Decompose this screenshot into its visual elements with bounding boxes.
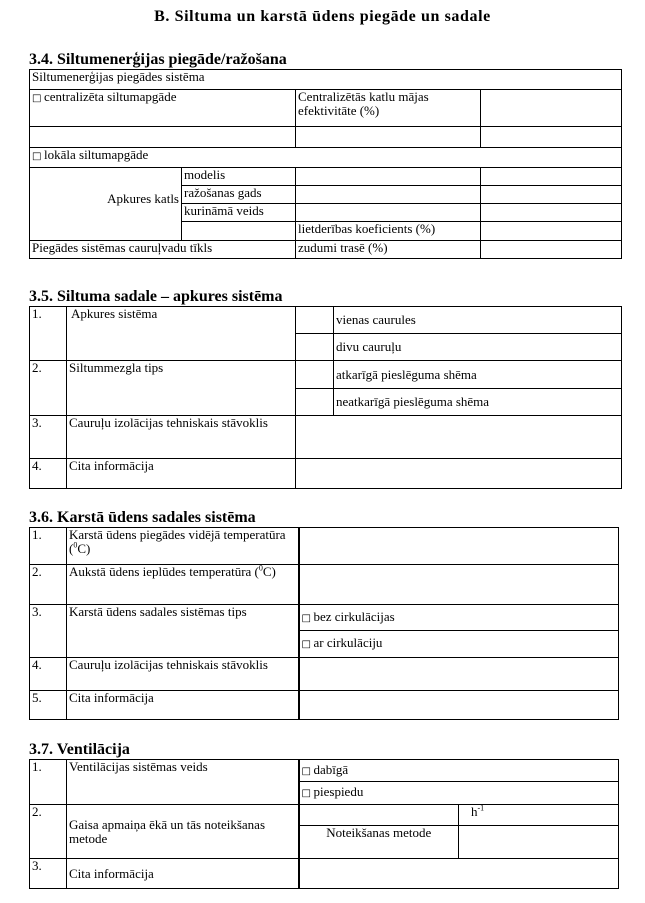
boiler-model-label: modelis — [182, 168, 296, 186]
checkbox-icon: □ — [301, 639, 311, 650]
section-3-4-table — [29, 69, 622, 259]
boiler-year-value[interactable] — [296, 186, 481, 204]
cold-water-temp-value[interactable] — [299, 565, 619, 605]
checkbox-icon: □ — [32, 151, 42, 162]
method-value[interactable] — [459, 826, 619, 859]
air-exchange-value[interactable] — [299, 805, 459, 826]
section-3-6-title: 3.6. Karstā ūdens sadales sistēma — [29, 509, 256, 526]
boiler-label-text: Apkures katls — [107, 191, 179, 206]
method-label: Noteikšanas metode — [299, 826, 459, 859]
centralized-heating-option[interactable]: □ centralizēta siltumapgāde — [30, 90, 296, 127]
checkbox-icon: □ — [32, 93, 42, 104]
vent-other-info-value[interactable] — [299, 859, 619, 889]
section-3-4-title: 3.4. Siltumenerģijas piegāde/ražošana — [29, 51, 287, 68]
blank-cell[interactable] — [296, 127, 481, 148]
table-row-num: 3. — [30, 605, 67, 658]
boiler-efficiency-value[interactable] — [481, 222, 622, 241]
option-forced[interactable]: □ piespiedu — [299, 782, 619, 805]
local-heating-option[interactable]: □ lokāla siltumapgāde — [30, 148, 622, 168]
other-info-label: Cita informācija — [67, 459, 296, 489]
section-3-7-title: 3.7. Ventilācija — [29, 741, 130, 758]
hw-pipe-insulation-label: Cauruļu izolācijas tehniskais stāvoklis — [67, 658, 299, 691]
checkbox-icon: □ — [301, 612, 311, 624]
unit-text: h — [471, 804, 478, 819]
option-independent-scheme: neatkarīgā pieslēguma shēma — [334, 389, 622, 416]
option-natural[interactable]: □ dabīgā — [299, 760, 619, 782]
label-text: Karstā ūdens piegādes vidējā temperatūra ( — [69, 527, 286, 556]
section-3-6-table — [29, 527, 619, 720]
blank-cell[interactable] — [481, 186, 622, 204]
table-row-num: 2. — [30, 565, 67, 605]
blank-cell[interactable] — [481, 127, 622, 148]
table-row-num: 3. — [30, 859, 67, 889]
pipe-insulation-value[interactable] — [296, 416, 622, 459]
unit-superscript: -1 — [477, 804, 485, 813]
table-row-num: 4. — [30, 459, 67, 489]
table-row-num: 1. — [30, 307, 67, 361]
table-row-num: 5. — [30, 691, 67, 720]
hot-water-system-type-label: Karstā ūdens sadales sistēmas tips — [67, 605, 299, 658]
option-checkbox-cell[interactable] — [296, 307, 334, 334]
superscript: 0 — [73, 540, 78, 550]
option-no-circulation[interactable]: □ bez cirkulācijas — [299, 605, 619, 631]
hw-pipe-insulation-value[interactable] — [299, 658, 619, 691]
table-row-num: 4. — [30, 658, 67, 691]
boiler-fuel-label: kurināmā veids — [182, 204, 296, 222]
blank-cell[interactable] — [182, 222, 296, 241]
air-exchange-unit — [459, 805, 619, 826]
table-row-num: 1. — [30, 528, 67, 565]
section-3-5-table — [29, 306, 622, 489]
option-dependent-scheme: atkarīgā pieslēguma shēma — [334, 361, 622, 389]
document-title: B. Siltuma un karstā ūdens piegāde un sadale — [154, 8, 491, 25]
table-row-num: 2. — [30, 361, 67, 416]
boiler-model-value[interactable] — [296, 168, 481, 186]
supply-system-header: Siltumenerģijas piegādes sistēma — [30, 70, 622, 90]
pipe-insulation-label: Cauruļu izolācijas tehniskais stāvoklis — [67, 416, 296, 459]
hw-other-info-label: Cita informācija — [67, 691, 299, 720]
boiler-house-efficiency-value[interactable] — [481, 90, 622, 127]
label-suffix: C) — [77, 541, 91, 556]
table-row-num: 2. — [30, 805, 67, 859]
hot-water-temp-label — [67, 528, 299, 565]
option-single-pipe: vienas caurules — [334, 307, 622, 334]
checkbox-icon: □ — [301, 788, 311, 799]
option-with-circulation[interactable]: □ ar cirkulāciju — [299, 631, 619, 658]
blank-cell[interactable] — [481, 204, 622, 222]
section-3-5-title: 3.5. Siltuma sadale – apkures sistēma — [29, 288, 283, 305]
network-losses-label: zudumi trasē (%) — [296, 241, 481, 259]
section-3-7-table — [29, 759, 619, 889]
label-suffix: C) — [262, 564, 276, 579]
blank-cell[interactable] — [30, 127, 296, 148]
network-losses-value[interactable] — [481, 241, 622, 259]
cold-water-temp-label — [67, 565, 299, 605]
superscript: 0 — [258, 564, 263, 573]
boiler-house-efficiency-label: Centralizētās katlu mājas efektivitāte (%) — [296, 90, 481, 127]
boiler-year-label: ražošanas gads — [182, 186, 296, 204]
table-row-num: 1. — [30, 760, 67, 805]
pipe-network-label: Piegādes sistēmas cauruļvadu tīkls — [30, 241, 296, 259]
option-checkbox-cell[interactable] — [296, 334, 334, 361]
option-checkbox-cell[interactable] — [296, 389, 334, 416]
option-two-pipe: divu cauruļu — [334, 334, 622, 361]
option-checkbox-cell[interactable] — [296, 361, 334, 389]
boiler-fuel-value[interactable] — [296, 204, 481, 222]
other-info-value[interactable] — [296, 459, 622, 489]
vent-other-info-label: Cita informācija — [67, 859, 299, 889]
table-row-num: 3. — [30, 416, 67, 459]
checkbox-icon: □ — [301, 765, 311, 777]
boiler-efficiency-label: lietderības koeficients (%) — [296, 222, 481, 241]
blank-cell[interactable] — [481, 168, 622, 186]
hot-water-temp-value[interactable] — [299, 528, 619, 565]
label-text: Aukstā ūdens ieplūdes temperatūra ( — [69, 564, 259, 579]
air-exchange-label: Gaisa apmaiņa ēkā un tās noteikšanas metode — [67, 805, 299, 859]
hw-other-info-value[interactable] — [299, 691, 619, 720]
ventilation-type-label: Ventilācijas sistēmas veids — [67, 760, 299, 805]
heating-system-label: Apkures sistēma — [67, 307, 296, 361]
substation-type-label: Siltummezgla tips — [67, 361, 296, 416]
boiler-label — [30, 168, 182, 241]
